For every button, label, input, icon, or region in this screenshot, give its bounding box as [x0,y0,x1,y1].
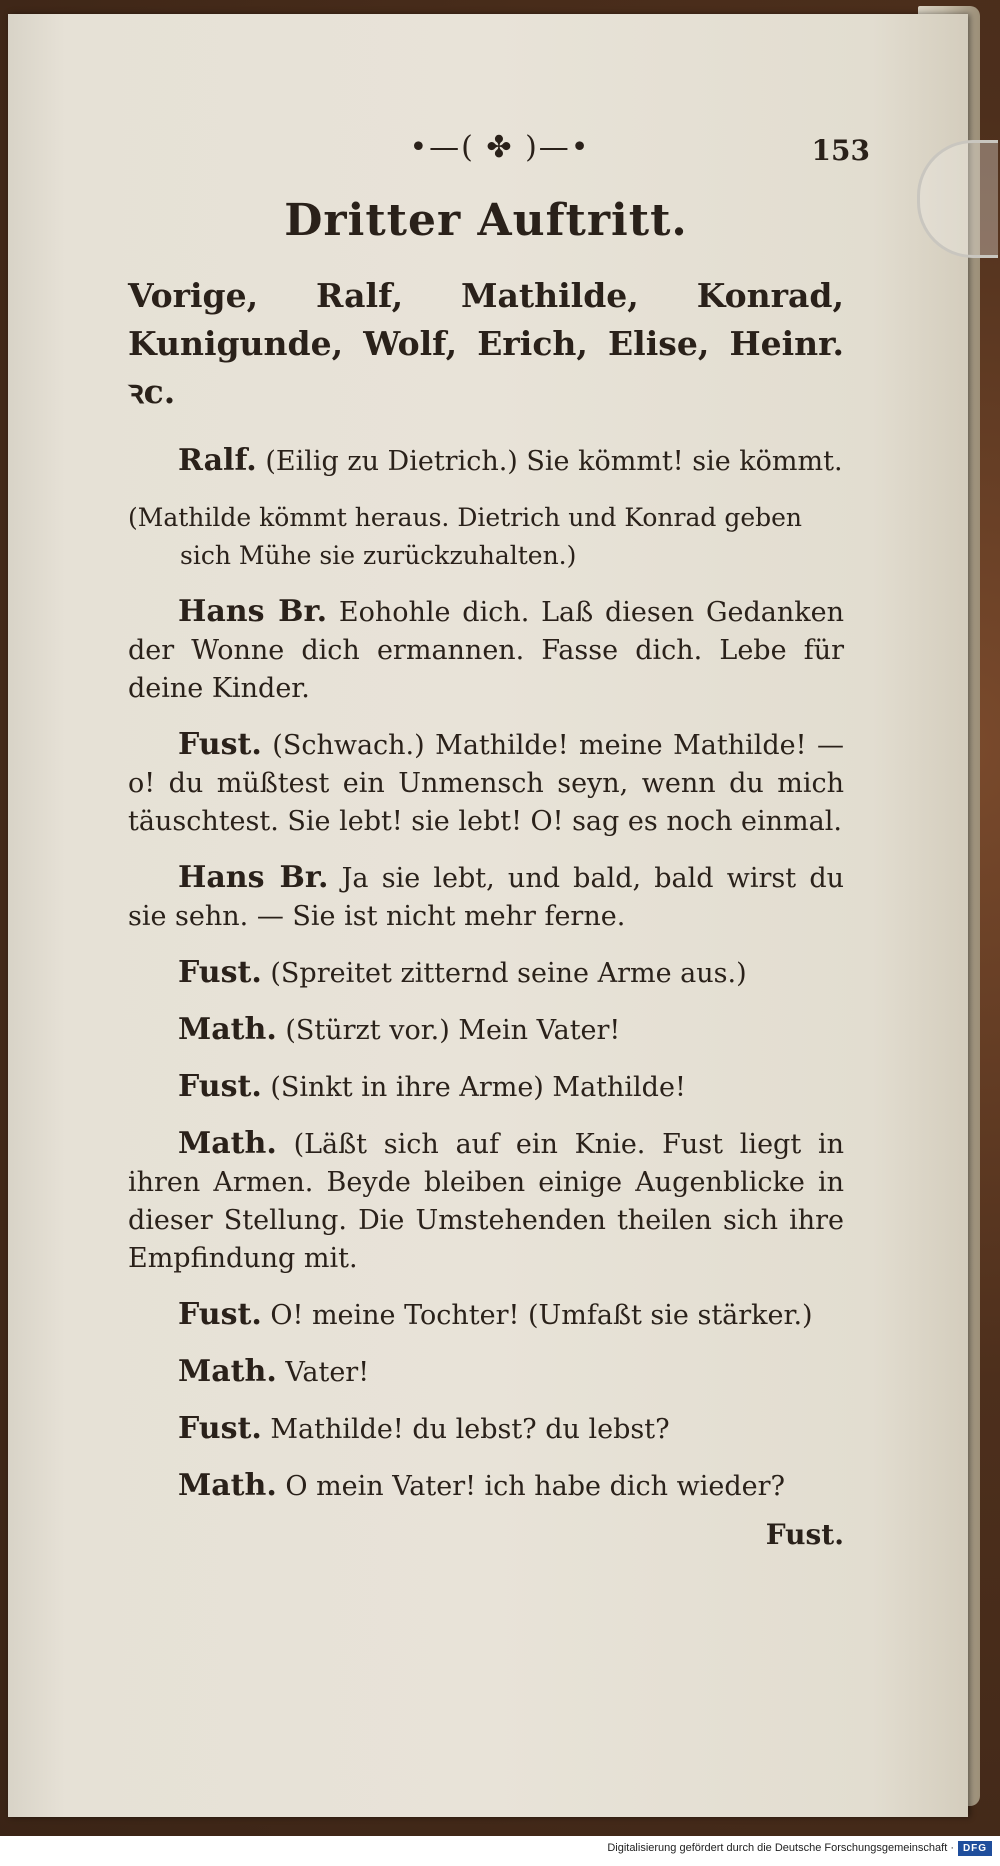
line-text: (Eilig zu Dietrich.) Sie kömmt! sie kömmt. [265,446,843,477]
speaker-name: Math. [178,1012,277,1047]
dfg-logo: DFG [958,1841,992,1856]
dialogue-line [128,1353,844,1392]
dialogue-line [128,954,844,993]
speaker-name: Fust. [178,1411,262,1446]
dialogue-line [128,1467,844,1506]
speaker-name: Math. [178,1468,277,1503]
speaker-name: Fust. [178,955,262,990]
line-text: Vater! [285,1357,370,1388]
stage-direction: (Mathilde kömmt heraus. Dietrich und Konrad geben sich Mühe sie zurückzuhalten.) [128,503,803,570]
dialogue-line [128,1410,844,1449]
speaker-name: Ralf. [178,443,257,478]
dialogue-line [128,1296,844,1335]
dialogue-line [128,1068,844,1107]
dialogue-line [128,859,844,936]
line-text: (Spreitet zitternd seine Arme aus.) [270,958,747,989]
digitization-credit: Digitalisierung gefördert durch die Deutsche Forschungsgemeinschaft · [607,1842,954,1854]
line-text: O! meine Tochter! (Umfaßt sie stärker.) [270,1300,813,1331]
page-number: 153 [811,134,870,167]
speaker-name: Math. [178,1354,277,1389]
line-text: Ja sie lebt, und bald, bald wirst du sie sehn. — Sie ist nicht mehr ferne. [128,863,844,932]
line-text: Mathilde! du lebst? du lebst? [270,1414,670,1445]
page-text [128,195,844,1551]
line-text: (Stürzt vor.) Mein Vater! [285,1015,621,1046]
line-text: O mein Vater! ich habe dich wieder? [285,1471,785,1502]
speaker-name: Hans Br. [178,594,328,629]
speaker-name: Hans Br. [178,860,329,895]
line-text: (Sinkt in ihre Arme) Mathilde! [270,1072,686,1103]
line-text: (Läßt sich auf ein Knie. Fust liegt in ihren Armen. Beyde bleiben einige Augenblicke in dieser Stellung. Die Umstehenden theilen sich ihre Empfindung mit. [128,1129,844,1274]
dialogue-line [128,1011,844,1050]
cast-list: Vorige, Ralf, Mathilde, Konrad, Kunigunde, Wolf, Erich, Elise, Heinr. ꝛc. [128,276,844,411]
dialogue-line [128,1125,844,1278]
dialogue-line [128,593,844,708]
scene-heading: Dritter Auftritt. [284,195,688,246]
dialogue-line [128,442,844,481]
speaker-name: Fust. [178,727,262,762]
speaker-name: Math. [178,1126,277,1161]
speaker-name: Fust. [178,1069,262,1104]
line-text: (Schwach.) Mathilde! meine Mathilde! — o! du müßtest ein Unmensch seyn, wenn du mich täuschtest. Sie lebt! sie lebt! O! sag es noch einmal. [128,730,844,837]
catchword: Fust. [765,1518,844,1551]
line-text: Eohohle dich. Laß diesen Gedanken der Wonne dich ermannen. Fasse dich. Lebe für deine Kinder. [128,597,845,704]
speaker-name: Fust. [178,1297,262,1332]
dialogue-line [128,726,844,841]
header-ornament: •—( ✤ )—• [409,130,591,165]
